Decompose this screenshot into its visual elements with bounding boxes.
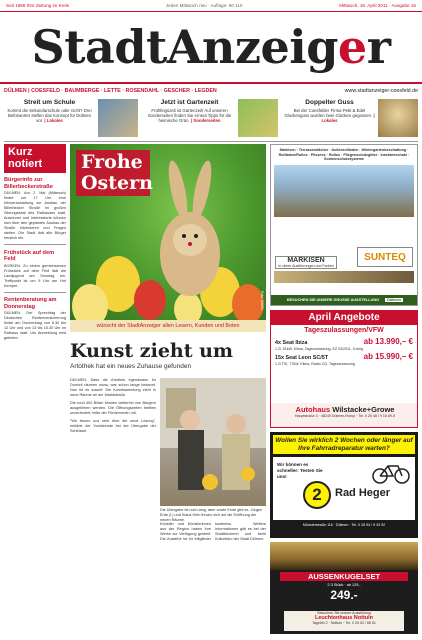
ad-leuchtenhaus[interactable]: [270, 542, 418, 634]
teaser-body: Bei der Coesfelder Firma Petit & Edel Glockenguss wurden zwei Glocken gegossen.: [284, 108, 373, 119]
teaser-ref: | Lokales: [44, 118, 63, 124]
car-detail: 1.2l, 51kW, Klima, Tageszulassung, EZ 03/2011, 5-türig: [275, 347, 363, 351]
article-body: [70, 378, 156, 638]
teaser-title: Jetzt ist Gartenzeit: [160, 99, 219, 106]
hero-headline: Frohe Ostern: [76, 150, 150, 196]
logo-letter-e: e: [337, 20, 367, 74]
kurz-notiert-label: Kurz notiert: [4, 144, 66, 173]
hero-caption: wünscht der StadtAnzeiger allen Lesern, Kunden und Boten: [70, 320, 266, 332]
car-offer: [271, 351, 417, 362]
article-photo-caption: Die Übergabe ist noch lang, aber sowie Ende gibt es. Jürgen Erde (l.) und Klaus Hein freuen sich auf die Eröffnung der neuen Räume.: [160, 508, 263, 522]
brief-body: BORKEN. Zu einem gemeinsamen Frühstück auf dem Feld lädt die Landjugend am Sonntag ein. Treffpunkt ist um 9 Uhr am Hof Kemper.: [4, 263, 66, 288]
logo-text: StadtAnzeig: [31, 20, 338, 74]
ad-bike-repair[interactable]: [270, 432, 418, 538]
teaser-school[interactable]: [4, 99, 138, 139]
city-list: DÜLMEN | COESFELD · BAUMBERGE · LETTE · ROSENDAHL · GESCHER · LEGDEN: [4, 87, 217, 94]
teaser-image: [98, 99, 138, 137]
ad-lamp-store-box: [284, 611, 404, 631]
brief-body: DÜLMEN. Der Sprechtag der Deutschen Rentenversicherung findet am Donnerstag von 8.30 bis 12 Uhr und von 13 bis 15.30 Uhr im Rathaus statt. Um Anmeldung wird gebeten.: [4, 311, 66, 340]
rad-heger-logo-text: Rad Heger: [335, 487, 391, 500]
top-bar: [0, 0, 422, 12]
ad-lamp-detail: 2-3 Stück · ab 129,-: [327, 583, 361, 587]
car-offer: [271, 336, 417, 347]
car-price: ab 15.990,– €: [363, 352, 413, 362]
subhead: [4, 85, 418, 96]
ad-footer-text: BESUCHEN SIE UNSERE GROSSE AUSSTELLUNG: [287, 298, 380, 302]
ad-lamp-title: AUSSENKUGELSET: [280, 572, 408, 581]
teaser-bells[interactable]: [284, 99, 418, 139]
brief-item[interactable]: [4, 177, 66, 245]
ad-house-image: [274, 165, 414, 217]
brief-headline: Bürgerinfo zur Billerbeckerstraße: [4, 177, 53, 190]
teaser-ref: | Sonderseiten: [190, 118, 221, 124]
article-paragraph: Die rund 400 Bilder können weiterhin von Bürgern ausgeliehen werden. Die Öffnungszeiten bleiben unverändert, teilte der Förderverein mit.: [70, 401, 156, 415]
dealer-block: [271, 403, 418, 427]
teaser-body: Frühlingszeit ist Gartenzeit! Auf unseren Sonderseiten finden Sie erneut Tipps für die heimische Grün.: [147, 108, 232, 124]
store-name: Leuchtenhaus Nottuln: [314, 615, 374, 621]
sunteq-logo: SUNTEQ: [357, 247, 413, 267]
masthead-rule: [0, 82, 422, 84]
news-briefs-column: [4, 144, 66, 638]
brief-rule: [4, 244, 66, 245]
store-address: Tagelöh 2 · Nottuln · Tel. 0 25 02 / 88 51: [312, 621, 376, 625]
masthead: [0, 16, 422, 78]
ad-footer-tag: Dülmen: [387, 298, 401, 302]
car-price: ab 13.990,– €: [363, 337, 413, 346]
ad-awning-image: [274, 271, 414, 283]
easter-hero-image[interactable]: [70, 144, 266, 332]
teaser-ref: | Lokales: [321, 113, 375, 124]
teaser-row: [4, 99, 418, 139]
ad-offer-subtitle: Tageszulassungen/VFW: [304, 327, 384, 334]
rad-heger-logo-circle: 2: [303, 481, 331, 509]
edition-info: Jeden Mittwoch neu · Auflage: 60 110: [165, 3, 243, 8]
section-divider: [4, 141, 418, 142]
ad-markisen-title: MARKISEN: [287, 257, 325, 264]
article-subtitle: Artothek hat ein neues Zuhause gefunden: [70, 363, 192, 370]
tagline: Seit 1985 Ihre Zeitung im Kreis: [6, 3, 70, 8]
lead-article-header: [70, 340, 266, 370]
issue-date: Mittwoch, 16. April 2011 · Ausgabe 15: [339, 3, 416, 8]
dealer-address: Hauptstraße 3 · 48249 Dülmen-Rorup · Tel. 0 25 48 / 9 16 89-0: [294, 414, 396, 418]
logo-letter-r: r: [366, 20, 391, 74]
ad-bike-text: Wir können es schneller: Testen Sie uns!: [277, 462, 323, 480]
brief-headline: Frühstück auf dem Feld: [4, 249, 55, 262]
ad-offer-title: April Angebote: [271, 311, 417, 325]
ad-question: Wollen Sie wirklich 2 Wochen oder länger auf Ihre Fahrradreparatur warten?: [273, 435, 415, 454]
car-name: 15x Seat Leon SC/5T: [275, 355, 329, 362]
photo-credit: Foto: pixelio: [260, 291, 264, 310]
brief-rule: [4, 292, 66, 293]
dealer-prefix: Autohaus: [295, 405, 333, 414]
dealer-name: [271, 403, 418, 414]
ad-car-dealer[interactable]: [270, 310, 418, 428]
article-body-continued: Künstler und Künstlerinnen aus der Region haben ihre Werke zur Verfügung gestellt. Die Ausleihe ist für Mitglieder kostenlos. Weitere Informationen gibt es bei der Stadtbücherei und beim Kulturbüro der Stadt Dülmen.: [160, 522, 266, 541]
ad-lamp-price: 249.-: [330, 588, 358, 602]
teaser-image: [238, 99, 278, 137]
brief-item[interactable]: [4, 250, 66, 293]
dealer-brand: Wilstacke+Growe: [332, 405, 395, 414]
ad-markisen-sub: in vielen Ausführungen und Farben: [278, 264, 334, 268]
article-title[interactable]: Kunst zieht um: [70, 340, 234, 362]
newspaper-logo[interactable]: [0, 16, 422, 78]
article-paragraph: DÜLMEN. Dass die Artothek irgendwann ihr Domizil räumen muss, war schon lange bekannt. Nun ist es soweit: Die Kunstsammlung zieht in neue Räume an der Marktstraße.: [70, 378, 156, 397]
article-paragraph: "Wir freuen uns sehr über die neue Lösung", erklärte der Vorsitzende bei der Übergabe der Schlüssel.: [70, 419, 156, 433]
article-photo[interactable]: [160, 378, 266, 506]
ad-bike-panel: [273, 457, 415, 520]
brief-headline: Rentenberatung am Donnerstag: [4, 297, 57, 310]
car-detail: 1.2l TSI, 77kW, Klima, Radio-CD, Tageszulassung: [275, 362, 355, 367]
car-name: 4x Seat Ibiza: [275, 340, 308, 346]
brief-body: DÜLMEN. Am 2. Mai (Mittwoch) findet um 17 Uhr eine Infoveranstaltung zur Ausbau der Billerbecker Straße im großen Sitzungssaal des Rathauses statt. Anwohner und Interessierte können sich über den geplanten Ausbau der Straße informieren und Fragen stellen. Die Stadt lädt alle Bürger herzlich ein.: [4, 191, 66, 240]
ad-product-list: Markisen · Terrassendächer · Außenrollladen · Wintergartenbeschattung · Rollladen/Rollos · Plissees · Rollos · Fliegenschutzgitter · Insektenschutz · Sonnenschutzsysteme: [278, 148, 410, 162]
website-link[interactable]: www.stadtanzeiger-coesfeld.de: [344, 87, 418, 94]
ad-lamp-image: [270, 542, 418, 570]
advertisement-column: [270, 144, 418, 638]
brief-item[interactable]: [4, 297, 66, 341]
teaser-title: Streit um Schule: [23, 99, 76, 106]
teaser-body: Kommt die Sekundarschule oder nicht? Drei Befürworter stellen das Konzept für Dülmen vor.: [7, 108, 92, 124]
two-men-photo: [160, 378, 266, 506]
teaser-title: Doppelter Guss: [305, 99, 354, 106]
teaser-image: [378, 99, 418, 137]
ad-markisen-box: [275, 256, 337, 269]
store-tagline: Besuchen Sie unsere Ausstellung: [317, 611, 371, 615]
ad-markisen[interactable]: [270, 144, 418, 306]
bicycle-icon: [371, 460, 411, 484]
ad-bike-address: Münsterstraße 116 · Dülmen · Tel. 0 25 94 / 9 33 92: [302, 523, 386, 528]
teaser-garden[interactable]: [144, 99, 278, 139]
ad-footer: [271, 295, 418, 305]
